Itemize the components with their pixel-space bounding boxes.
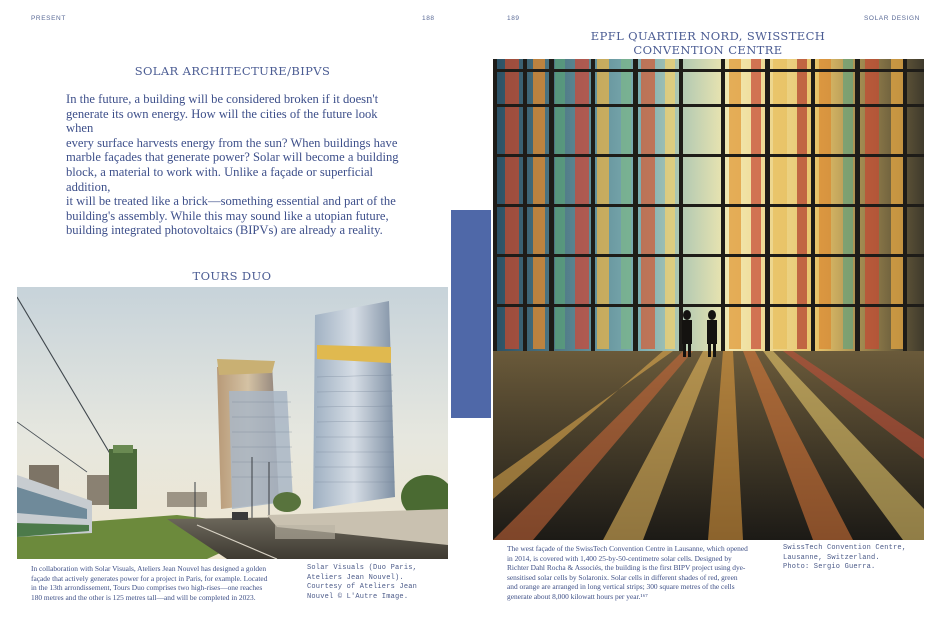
page-number-right: 189 [507, 15, 520, 22]
accent-block [451, 210, 491, 418]
lede-line: building integrated photovoltaics (BIPVs) are already a reality. [66, 223, 383, 238]
lede-line: marble façades that generate power? Solar will become a building [66, 150, 399, 165]
caption-line: and orange are arranged in long vertical strips; 300 square metres of the cells [507, 582, 735, 592]
lede-line: it will be treated like a brick—something essential and part of the [66, 194, 396, 209]
figure-title-line: EPFL QUARTIER NORD, SWISSTECH [590, 29, 826, 43]
figure-title-swisstech [493, 29, 923, 57]
credit-line: Courtesy of Ateliers Jean [307, 583, 418, 592]
credit-line: Lausanne, Switzerland. [783, 553, 880, 562]
lede-line: building's assembly. While this may sound like a utopian future, [66, 208, 389, 223]
caption-line: in 2014, is covered with 1,400 25-by-50-centimetre solar cells. Designed by [507, 553, 732, 563]
page-number-left: 188 [422, 15, 435, 22]
caption-line: sensitised solar cells by Solaronix. Solar cells in different shades of red, green [507, 572, 738, 582]
caption-line: 180 metres and the other is 125 metres tall—and will be completed in 2023. [31, 592, 256, 602]
figure-title-tours-duo: TOURS DUO [192, 269, 272, 283]
caption-line: The west façade of the SwissTech Convention Centre in Lausanne, which opened [507, 544, 748, 553]
lede-line: block, a material to work with. Unlike a façade or superficial addition, [66, 164, 374, 194]
caption-line: in the 13th arrondissement, Tours Duo comprises two high-rises—one reaches [31, 583, 263, 593]
running-head-right: SOLAR DESIGN [864, 15, 920, 22]
caption-line: In collaboration with Solar Visuals, Ateliers Jean Nouvel has designed a golden [31, 564, 267, 573]
credit-line: Solar Visuals (Duo Paris, [307, 564, 418, 572]
lede-line: In the future, a building will be considered broken if it doesn't [66, 92, 379, 106]
figure-title-line: CONVENTION CENTRE [633, 43, 783, 57]
credit-line: Ateliers Jean Nouvel). [307, 573, 404, 582]
lede-line: generate its own energy. How will the cities of the future look when [66, 106, 378, 136]
caption-line: façade that actively generates power for a project in Paris, for example. Located [31, 573, 268, 583]
swisstech-caption [507, 544, 777, 602]
swisstech-credit [783, 544, 923, 573]
lede-line: every surface harvests energy from the sun? When buildings have [66, 135, 398, 150]
section-title: SOLAR ARCHITECTURE/BIPVS [134, 64, 331, 78]
swisstech-photo [493, 59, 924, 540]
credit-line: Nouvel © L'Autre Image. [307, 592, 409, 601]
credit-line: Photo: Sergio Guerra. [783, 563, 876, 572]
lede-paragraph [66, 92, 406, 238]
caption-line: generate about 8,000 kilowatt hours per year.¹⁶⁷ [507, 591, 648, 601]
credit-line: SwissTech Convention Centre, [783, 544, 907, 552]
caption-line: Richter Dahl Rocha & Associés, the building is the first BIPV project using dye- [507, 563, 746, 573]
tours-duo-photo [17, 287, 448, 559]
running-head-left: PRESENT [31, 15, 66, 22]
tours-duo-caption [31, 564, 301, 602]
tours-duo-credit [307, 564, 447, 602]
